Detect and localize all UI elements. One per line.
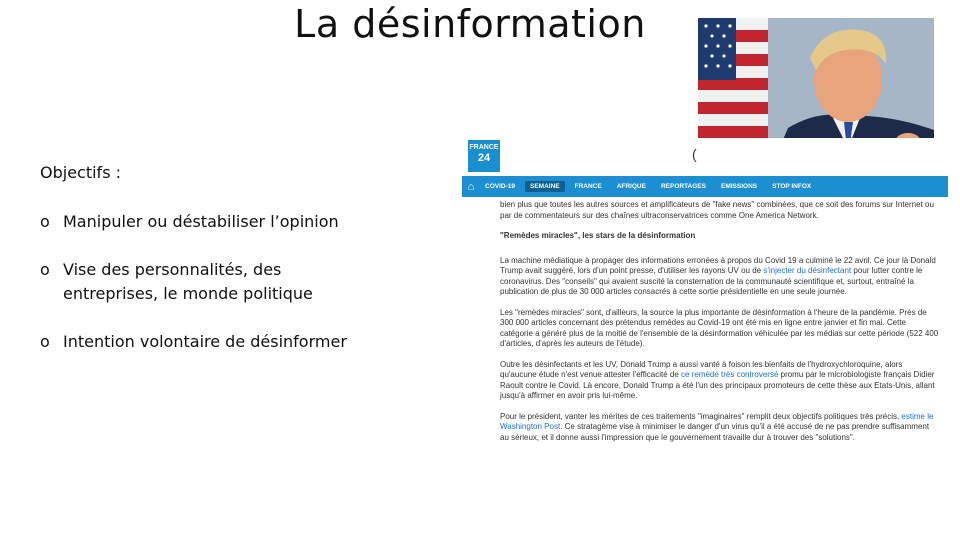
paragraph-text: pour lutter contre le coronavirus. Des "conseils" qui avaient suscité la consternation de la communauté scientifique et, surtout, entraîné la publication de plus de 30 000 articles consacrés à cette sortie présidentielle en une seule journée. [500, 266, 923, 296]
paragraph-text: La machine médiatique à propager des informations erronées à propos du Covid 19 a culminé le 22 avril. Ce jour là Donald Trump avait suggéré, lors d'un point presse, d'utiliser les rayons UV ou de [500, 255, 936, 275]
article-link[interactable]: ce remède très controversé [681, 370, 779, 379]
bullet-text: Manipuler ou déstabiliser l’opinion [63, 212, 339, 231]
article-paragraph: bien plus que toutes les autres sources et amplificateurs de "fake news" combinées, que ce soit des forums sur Internet ou par de commentateurs sur des chaînes ultraconservatrices comme One America Network. [500, 200, 934, 220]
logo-number: 24 [477, 152, 491, 164]
article-link[interactable]: s'injecter du désinfectant [763, 266, 852, 275]
bullet-text: Intention volontaire de désinformer [63, 332, 347, 351]
article-body [500, 200, 940, 453]
article-subheading: "Remèdes miracles", les stars de la désinformation [500, 231, 696, 240]
article-link[interactable]: estime le Washington Post [500, 411, 934, 431]
paragraph-text: Outre les désinfectants et les UV, Donald Trump a aussi vanté à foison les bienfaits de l'hydroxychloroquine, alors qu'aucune étude n'est venue attester l'efficacité de [500, 359, 903, 379]
nav-item-covid[interactable]: COVID-19 [485, 183, 515, 190]
nav-item-afrique[interactable]: AFRIQUE [616, 183, 646, 190]
paragraph-text: Pour le président, vanter les mérites de ces traitements "imaginaires" remplit deux objectifs politiques très précis, [500, 411, 902, 421]
site-navbar [462, 176, 948, 197]
nav-item-semaine[interactable]: SEMAINE [525, 181, 565, 192]
nav-item-france[interactable]: FRANCE [574, 183, 602, 190]
paragraph-text: . Ce stratagème vise à minimiser le danger d'un virus qu'il a été accusé de ne pas prendre suffisamment au sérieux, et il donne aussi l'impression que le gouvernement travaille dur à trouver des "solutions". [500, 422, 930, 442]
bullet-text: Vise des personnalités, des entreprises, le monde politique [63, 260, 313, 303]
nav-item-stop-infox[interactable]: STOP INFOX [772, 183, 812, 190]
nav-item-emissions[interactable]: EMISSIONS [720, 183, 758, 190]
bullet-marker: o [40, 260, 50, 279]
article-paragraph: Les "remèdes miracles" sont, d'ailleurs, la source la plus importante de désinformation à l'heure de la pandémie. Près de 300 000 articles concernant des prétendus remèdes au Covid-19 ont été mis en ligne entre janvier et fin mai. Cette catégorie a généré plus de la moitié de l'ensemble de la désinformation véhiculée par les médias sur cette période (522 400 d'articles, d'après les auteurs de l'étude). [500, 307, 939, 348]
bullet-marker: o [40, 212, 50, 231]
france24-logo[interactable] [468, 140, 500, 172]
bullet-item [40, 330, 380, 354]
article-paragraph [500, 412, 940, 444]
article-screenshot [462, 138, 952, 540]
nav-item-reportages[interactable]: REPORTAGES [660, 183, 706, 190]
paragraph-text: promu par le microbiologiste français Didier Raoult contre le Covid. Là encore, Donald Trump a été l'un des principaux promoteurs de cette thèse aux Etats-Unis, allant jusqu'à affirmer en avoir pris lui-même. [500, 370, 935, 400]
article-paragraph [500, 360, 940, 402]
objectives-label: Objectifs : [40, 163, 121, 182]
bullet-marker: o [40, 332, 50, 351]
logo-text: FRANCE [469, 144, 499, 151]
bullet-item [40, 210, 380, 234]
bullet-item [40, 258, 380, 306]
cropped-paren: ( [692, 146, 697, 162]
article-paragraph [500, 256, 940, 298]
home-icon[interactable]: ⌂ [467, 180, 475, 193]
slide-title: La désinformation [294, 2, 646, 46]
